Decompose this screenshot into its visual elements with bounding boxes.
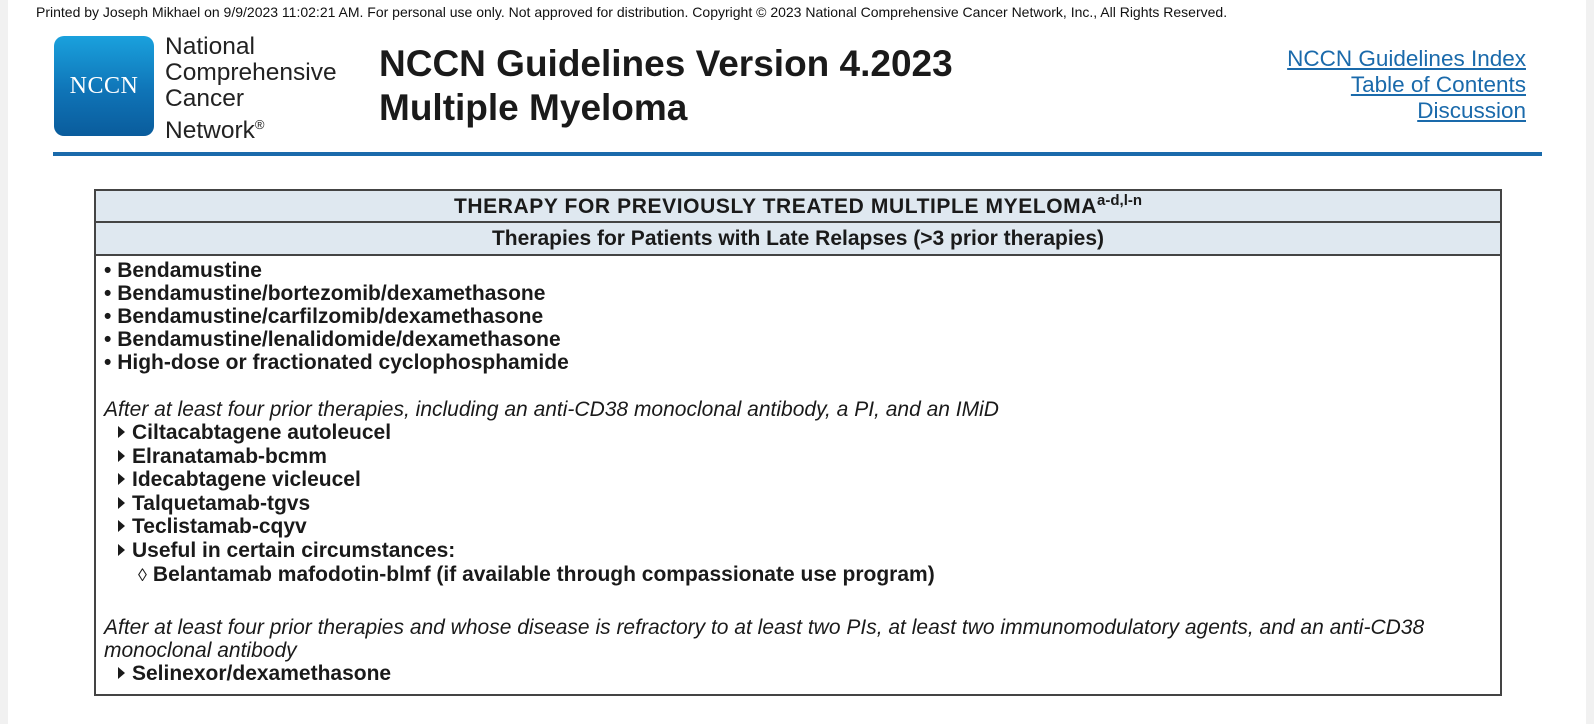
- therapy-table: [94, 189, 1502, 696]
- diamond-icon: ◊: [138, 564, 147, 585]
- list-item-text: Talquetamab-tgvs: [132, 491, 311, 515]
- section-2-intro: After at least four prior therapies and whose disease is refractory to at least two PIs, at least two immunomodulatory agents, and an anti-CD38 monoclonal antibody: [104, 615, 1425, 662]
- bullet-item: • Bendamustine/lenalidomide/dexamethasone: [104, 328, 561, 351]
- bullet-list: [104, 259, 1492, 374]
- bullet-item: • Bendamustine/bortezomib/dexamethasone: [104, 282, 546, 305]
- sub-item-text: Belantamab mafodotin-blmf (if available through compassionate use program): [152, 562, 935, 586]
- list-item: [104, 492, 1492, 516]
- arrow-right-icon: [118, 544, 125, 556]
- org-name-line-2: Comprehensive: [165, 59, 337, 86]
- registered-mark: ®: [254, 117, 265, 132]
- table-body: [96, 256, 1500, 685]
- page: [8, 0, 1586, 724]
- arrow-right-icon: [118, 667, 125, 679]
- list-item-text: Teclistamab-cqyv: [132, 515, 307, 539]
- document-title: [379, 42, 953, 130]
- arrow-right-icon: [118, 473, 125, 485]
- table-subtitle: Therapies for Patients with Late Relapses (>3 prior therapies): [96, 223, 1500, 256]
- section-1-list: [104, 421, 1492, 587]
- list-item-text: Ciltacabtagene autoleucel: [132, 421, 392, 444]
- list-item-text: Idecabtagene vicleucel: [132, 468, 361, 492]
- bullet-item: • High-dose or fractionated cyclophosphamide: [104, 351, 569, 374]
- list-item-text: Useful in certain circumstances:: [132, 538, 456, 562]
- table-title: [96, 191, 1500, 223]
- arrow-right-icon: [118, 426, 125, 438]
- list-item: [104, 539, 1492, 563]
- guidelines-index-link[interactable]: NCCN Guidelines Index: [1287, 46, 1526, 71]
- nccn-logo: [54, 36, 154, 136]
- bullet-text: Bendamustine/carfilzomib/dexamethasone: [117, 305, 544, 328]
- header-divider: [53, 152, 1542, 156]
- logo-text: NCCN: [69, 72, 139, 99]
- guidelines-version: NCCN Guidelines Version 4.2023: [379, 43, 953, 84]
- print-notice: Printed by Joseph Mikhael on 9/9/2023 11:02:21 AM. For personal use only. Not approved for distribution. Copyright © 2023 National Comprehensive Cancer Network, Inc., All Rights Reserved.: [36, 4, 1228, 20]
- section-2-list: [104, 662, 1492, 686]
- org-name-line-3: Cancer: [165, 85, 244, 112]
- list-item: [104, 468, 1492, 492]
- bullet-text: High-dose or fractionated cyclophosphamide: [117, 351, 569, 374]
- arrow-right-icon: [118, 497, 125, 509]
- header-nav: [1287, 46, 1526, 124]
- list-item: [104, 662, 1492, 686]
- arrow-right-icon: [118, 520, 125, 532]
- organization-name: [165, 34, 337, 144]
- list-item: [104, 421, 1492, 445]
- org-name-line-1: National: [165, 33, 255, 60]
- discussion-link[interactable]: Discussion: [1417, 98, 1526, 123]
- org-name-line-4: [165, 112, 337, 144]
- list-item: [104, 515, 1492, 539]
- bullet-text: Bendamustine/lenalidomide/dexamethasone: [117, 328, 561, 351]
- bullet-text: Bendamustine: [117, 259, 262, 282]
- bullet-item: • Bendamustine: [104, 259, 262, 282]
- org-name-network: Network: [165, 117, 255, 145]
- table-title-text: THERAPY FOR PREVIOUSLY TREATED MULTIPLE MYELOMA: [453, 195, 1098, 218]
- bullet-text: Bendamustine/bortezomib/dexamethasone: [117, 282, 546, 305]
- list-item: [104, 445, 1492, 469]
- list-item-text: Selinexor/dexamethasone: [132, 661, 392, 685]
- sub-list-item: [104, 563, 1492, 587]
- table-of-contents-link[interactable]: Table of Contents: [1350, 72, 1526, 97]
- table-title-footnotes[interactable]: a-d,l-n: [1097, 192, 1143, 209]
- disease-title: Multiple Myeloma: [379, 87, 688, 128]
- section-1-intro: After at least four prior therapies, including an anti-CD38 monoclonal antibody, a PI, and an IMiD: [104, 398, 999, 421]
- list-item-text: Elranatamab-bcmm: [132, 444, 327, 468]
- bullet-item: • Bendamustine/carfilzomib/dexamethasone: [104, 305, 544, 328]
- arrow-right-icon: [118, 450, 125, 462]
